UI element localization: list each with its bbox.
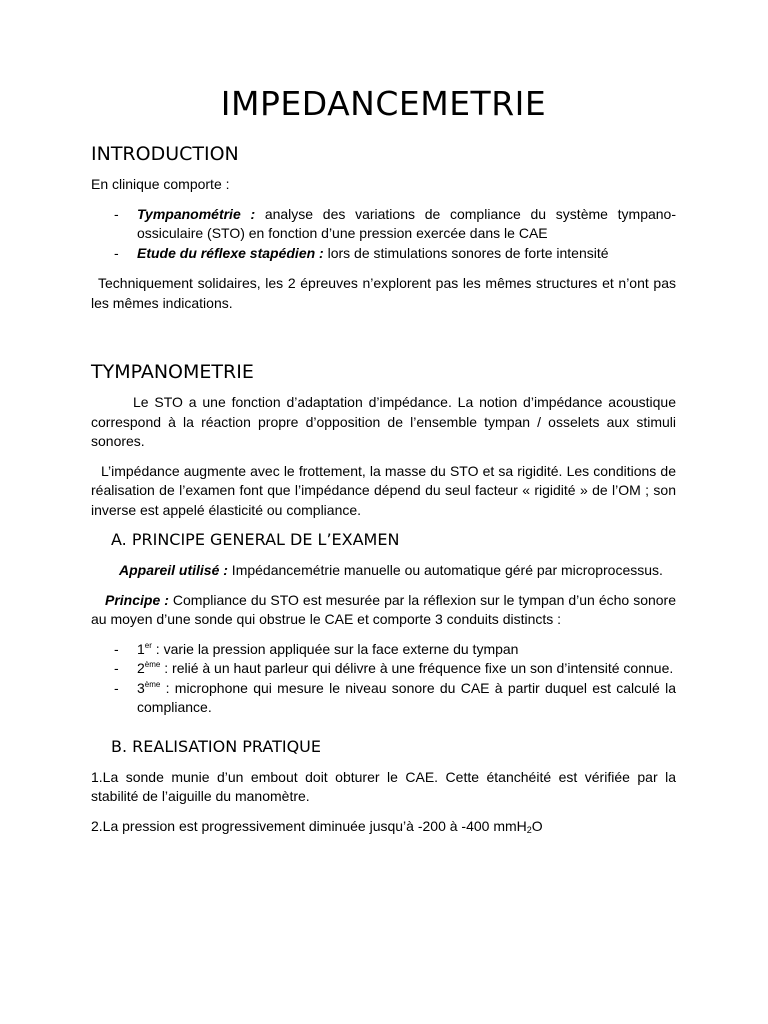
list-item — [91, 659, 676, 679]
conduit-number: 2 — [137, 660, 145, 676]
step-2-subscript: 2 — [526, 824, 532, 835]
list-item-term: Tympanométrie : — [137, 205, 256, 222]
appareil-term: Appareil utilisé : — [119, 562, 228, 578]
dash-bullet: - — [114, 679, 119, 696]
document-title: IMPEDANCEMETRIE — [220, 84, 547, 123]
dash-bullet: - — [114, 205, 119, 222]
tympanometrie-heading: TYMPANOMETRIE — [91, 361, 254, 383]
conduit-ordinal: ème — [144, 679, 161, 689]
tympanometrie-paragraph-2: L’impédance augmente avec le frottement, la masse du STO et sa rigidité. Les conditions de réalisation de l’examen font que l’impédance dépend du seul facteur « rigidité » de l’OM ; son inverse est appelé élasticité ou compliance. — [91, 462, 676, 518]
tympanometrie-paragraph-1: Le STO a une fonction d’adaptation d’impédance. La notion d’impédance acoustique correspond à la réaction propre d’opposition de l’ensemble tympan / osselets aux stimuli sonores. — [91, 394, 676, 449]
dash-bullet: - — [114, 640, 119, 657]
list-item-text: analyse des variations de compliance du système tympano-ossiculaire (STO) en fonction d’une pression exercée dans le CAE — [137, 205, 676, 241]
list-item — [91, 679, 676, 718]
conduit-number: 3 — [137, 679, 145, 696]
dash-bullet: - — [114, 660, 119, 676]
list-item — [91, 640, 676, 660]
list-item — [91, 205, 676, 244]
conduits-list — [91, 640, 676, 718]
document-page — [91, 82, 676, 846]
step-2-paragraph — [91, 817, 676, 837]
list-item-text: lors de stimulations sonores de forte intensité — [323, 244, 609, 261]
list-item-term: Etude du réflexe stapédien : — [137, 244, 324, 261]
introduction-paragraph: Techniquement solidaires, les 2 épreuves n’explorent pas les mêmes structures et n’ont pas les mêmes indications. — [91, 275, 676, 311]
conduit-text: : relié à un haut parleur qui délivre à une fréquence fixe un son d’intensité connue. — [160, 660, 674, 676]
appareil-paragraph — [91, 561, 676, 581]
step-1-paragraph: 1.La sonde munie d’un embout doit obturer le CAE. Cette étanchéité est vérifiée par la stabilité de l’aiguille du manomètre. — [91, 768, 676, 804]
introduction-lead: En clinique comporte : — [91, 176, 230, 192]
conduit-ordinal: er — [144, 640, 152, 650]
principe-text: Compliance du STO est mesurée par la réflexion sur le tympan d’un écho sonore au moyen d’une sonde qui obstrue le CAE et comporte 3 conduits distincts : — [91, 591, 676, 627]
section-b-heading: B. REALISATION PRATIQUE — [111, 736, 321, 756]
spacer — [91, 323, 676, 360]
conduit-text: : microphone qui mesure le niveau sonore du CAE à partir duquel est calculé la compliance. — [137, 679, 676, 715]
step-2-unit-end: O — [531, 817, 543, 834]
conduit-number: 1 — [137, 640, 145, 657]
step-2-text: 2.La pression est progressivement diminuée jusqu’à -200 à -400 mmH — [91, 817, 527, 834]
conduit-ordinal: ème — [144, 660, 161, 669]
section-a-heading: A. PRINCIPE GENERAL DE L’EXAMEN — [111, 530, 400, 549]
conduit-text: : varie la pression appliquée sur la face externe du tympan — [151, 640, 519, 657]
principe-paragraph — [91, 591, 676, 630]
introduction-heading: INTRODUCTION — [91, 143, 239, 165]
principe-term: Principe : — [105, 591, 169, 608]
introduction-list — [91, 205, 676, 264]
appareil-text: Impédancemétrie manuelle ou automatique géré par microprocessus. — [227, 562, 663, 578]
list-item — [91, 244, 676, 264]
dash-bullet: - — [114, 244, 119, 261]
